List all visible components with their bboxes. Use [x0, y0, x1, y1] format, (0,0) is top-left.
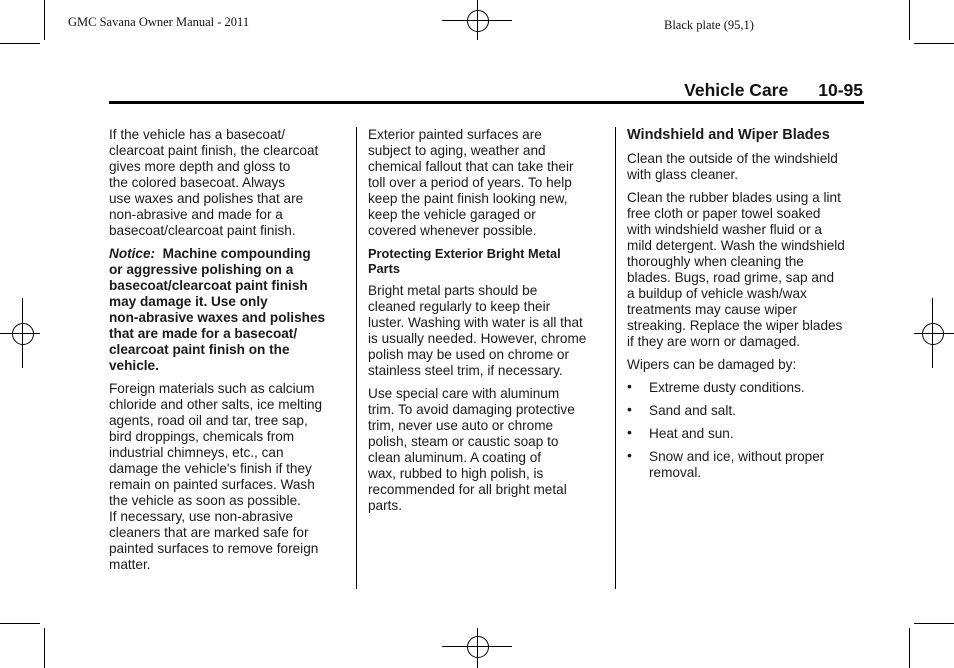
paragraph-foreign-materials: Foreign materials such as calcium chloride and other salts, ice melting agents, road oil and tar, tree sap, bird droppings, chemicals from industrial chimneys, etc., can damage the vehicle's finish if they remain on painted surfaces. Wash the vehicle as soon as possible. If necessary, use non-abrasive cleaners that are marked safe for painted surfaces to remove foreign matter.	[109, 381, 323, 572]
column-2	[368, 127, 608, 521]
paragraph-bright-metal: Bright metal parts should be cleaned regularly to keep their luster. Washing with water is all that is usually needed. However, chrome polish may be used on chrome or stainless steel trim, if necessary.	[368, 283, 587, 378]
paragraph-aluminum-trim: Use special care with aluminum trim. To avoid damaging protective trim, never use auto or chrome polish, steam or caustic soap to clean aluminum. A coating of wax, rubbed to high polish, is recommended for all bright metal parts.	[368, 386, 575, 513]
crop-mark	[44, 628, 45, 668]
list-item: • Snow and ice, without proper removal.	[627, 447, 825, 480]
list-item: • Sand and salt.	[627, 401, 736, 418]
plate-label: Black plate (95,1)	[664, 18, 754, 32]
subheading-bright-metal: Protecting Exterior Bright Metal Parts	[368, 246, 561, 276]
paragraph-rubber-blades: Clean the rubber blades using a lint free cloth or paper towel soaked with windshield washer fluid or a mild detergent. Wash the windshield thoroughly when cleaning the blades. Bugs, road grime, sap and a buildup of vehicle wash/wax treatments may cause wiper streaking. Replace the wiper blades if they are worn or damaged.	[627, 190, 845, 349]
crop-mark	[44, 0, 45, 40]
bullet-icon: •	[627, 424, 632, 440]
paragraph-basecoat: If the vehicle has a basecoat/ clearcoat paint finish, the clearcoat gives more depth and gloss to the colored basecoat. Always use waxes and polishes that are non-abrasive and made for a basecoat/clearcoat paint finish.	[109, 127, 319, 238]
bullet-icon: •	[627, 401, 632, 417]
document-title: GMC Savana Owner Manual - 2011	[68, 15, 250, 29]
section-title: Vehicle Care	[684, 80, 789, 100]
paragraph-windshield-clean: Clean the outside of the windshield with glass cleaner.	[627, 151, 838, 182]
bullet-icon: •	[627, 447, 632, 463]
column-divider	[615, 127, 616, 589]
section-heading	[684, 80, 863, 101]
page-number: 10-95	[818, 80, 863, 100]
crop-mark	[909, 628, 910, 668]
crop-mark	[909, 0, 910, 40]
crop-mark	[0, 43, 40, 44]
paragraph-exterior-paint: Exterior painted surfaces are subject to aging, weather and chemical fallout that can take their toll over a period of years. To help keep the paint finish looking new, keep the vehicle garaged or covered whenever possible.	[368, 127, 574, 238]
list-item: • Extreme dusty conditions.	[627, 378, 805, 395]
bullet-icon: •	[627, 378, 632, 394]
crop-mark	[914, 43, 954, 44]
column-divider	[356, 127, 357, 589]
heading-windshield: Windshield and Wiper Blades	[627, 127, 830, 143]
crop-mark	[0, 623, 40, 624]
paragraph-wipers-damaged: Wipers can be damaged by:	[627, 357, 797, 372]
notice-label: Notice:	[109, 246, 156, 261]
column-3	[627, 127, 867, 488]
column-1	[109, 127, 349, 580]
header-rule	[109, 101, 864, 104]
notice-paragraph: Notice: Machine compounding or aggressive polishing on a basecoat/clearcoat paint finish may damage it. Use only non-abrasive waxes and polishes that are made for a basecoat/ clearcoat paint finish on the vehicle.	[109, 246, 326, 373]
list-item: • Heat and sun.	[627, 424, 734, 441]
crop-mark	[914, 623, 954, 624]
bullet-list	[627, 380, 867, 481]
